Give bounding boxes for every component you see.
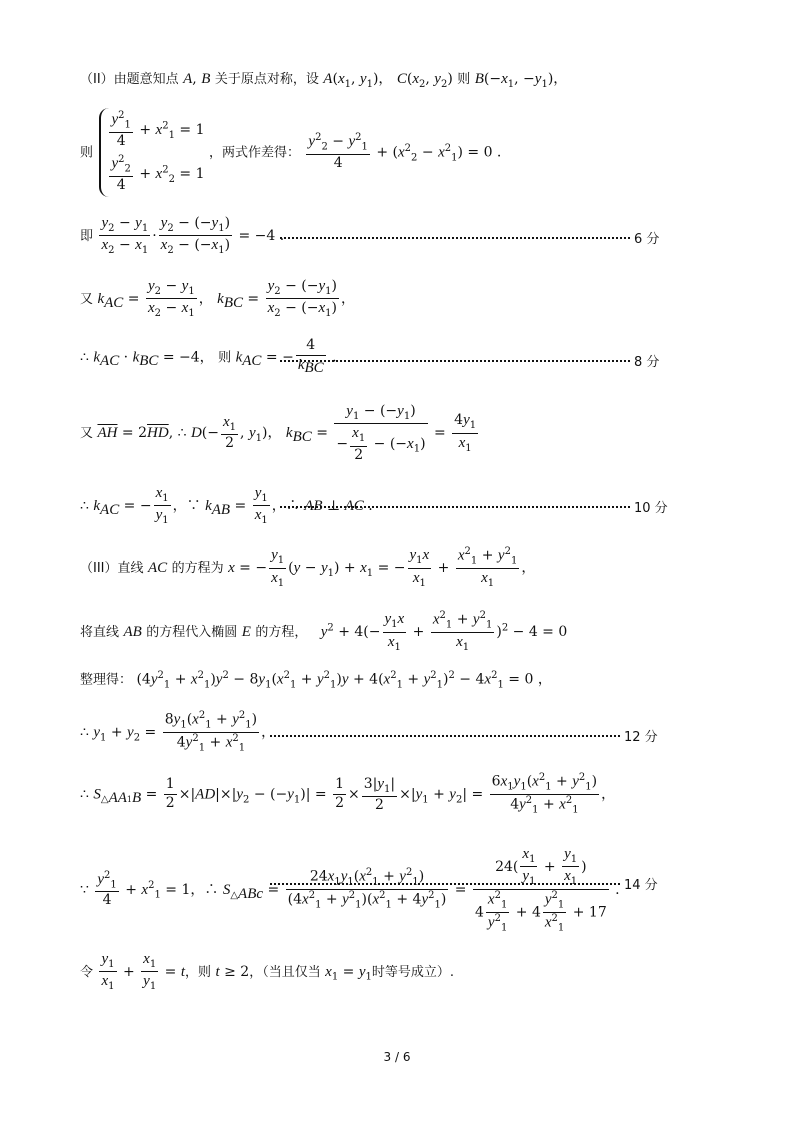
score-8: 8 分 (634, 351, 659, 370)
text-II-mid: 关于原点对称，设 (214, 72, 319, 87)
line-vector: 又 $\overline{AH} = 2\overline{HD}$, ∴ D(− $\frac{x_1}{2}$ , $y_1$)， $k_{BC}$ = $y_1 - (-y_1)$ − $\frac{x_1}{2}$ − $(-x_1)$ = $\frac{4y_1}{x_1}$ (80, 403, 477, 463)
line-III-intro: （III）直线 AC 的方程为 x = − $\frac{y_1}{x_1}$ $(y - y_1) + x_1$ = − $\frac{y_1x}{x_1}$ + $\frac{x^2_1 + y^2_1}{x_1}$ ， (80, 546, 536, 589)
text-III-mid: 的方程为 (171, 561, 224, 577)
text-sub-2: 的方程代入椭圆 (146, 625, 238, 641)
line-area: ∴ $S_{\triangle AA1B}$ = $\frac{1}{2}$ $\times|AD|\times|y_2 - (-y_1)|$ = $\frac{1}{2}$ × $\frac{3|y_1|}{2}$ $\times|y_1 + y_2|$ = $\frac{6x_1y_1(x^2_1 + y^2_1)}{4y^2_1 + x^2_1}$ ， (80, 772, 616, 816)
line-perpendicular: ∴ $k_{AC}$ = − $\frac{x_1}{y_1}$ ，∵ $k_{AB}$ = $\frac{y_1}{x_1}$ ，∴ AB ⊥ AC . (80, 485, 373, 527)
text-diff: ，两式作差得： (208, 145, 300, 161)
text-II-then: 则 (457, 72, 471, 87)
equation-system: $\frac{y^2_1}{4}$ + $x^2_1 = 1$ $\frac{y^2_2}{4}$ + $x^2_2 = 1$ (99, 108, 204, 197)
text-II-prefix: （II）由题意知点 (80, 72, 179, 87)
line-substitute: 将直线 AB 的方程代入椭圆 E 的方程， $y^2 + 4(-$ $\frac{y_1x}{x_1}$ + $\frac{x^2_1 + y^2_1}{x_1}$ )$^2$ − 4 = 0 (80, 610, 568, 653)
text-also: 又 (80, 291, 94, 307)
score-10: 10 分 (634, 497, 668, 516)
line-II-intro: （II）由题意知点 A, B 关于原点对称，设 $A(x_1$, $y_1$)， $C(x_2$, $y_2$) 则 $B(-x_1$, $-y_1$)， (80, 71, 568, 90)
line-ratio-product: 即 $\frac{y_2 - y_1}{x_2 - x_1}$ · $\frac{y_2 - (-y_1)}{x_2 - (-x_1)}$ = −4 . (80, 215, 285, 257)
line-system: 则 $\frac{y^2_1}{4}$ + $x^2_1 = 1$ $\frac{y^2_2}{4}$ + $x^2_2 = 1$ ，两式作差得： $\frac{y^2_2 - y^2_1}{4}$ + $(x^2_2 - x^2_1) = 0$ . (80, 108, 674, 197)
text-ling-tail: ，则 (185, 964, 212, 980)
line-slopes: 又 $k_{AC}$ = $\frac{y_2 - y_1}{x_2 - x_1}$ ， $k_{BC}$ = $\frac{y_2 - (-y_1)}{x_2 - (-x_1)}$ ， (80, 278, 356, 320)
text-ling-paren: ，（当且仅当 (249, 964, 321, 980)
text-ling-end: 时等号成立）. (371, 964, 455, 980)
text-sub-3: 的方程， (255, 625, 308, 641)
text-even: 即 (80, 228, 94, 244)
score-12: 12 分 (624, 726, 658, 745)
text-tidy: 整理得： (80, 672, 133, 688)
line-tidy: 整理得： $(4y^2_1 + x^2_1)y^2 - 8y_1(x^2_1 + y^2_1)y + 4(x^2_1 + y^2_1)^2 - 4x^2_1 = 0$ ， (80, 670, 552, 691)
line-substitution-t: 令 $\frac{y_1}{x_1}$ + $\frac{x_1}{y_1}$ = t，则 t ≥ 2，（当且仅当 $x_1 = y_1$时等号成立）. (80, 951, 455, 993)
line-sum: ∴ $y_1 + y_2$ = $\frac{8y_1(x^2_1 + y^2_1)}{4y^2_1 + x^2_1}$ ， (80, 710, 276, 754)
text-ling: 令 (80, 964, 94, 980)
score-14: 14 分 (624, 874, 658, 893)
line-kac: ∴ $k_{AC} \cdot k_{BC} = -4$， 则 $k_{AC}$ = − $\frac{4}{k_{BC}}$ . (80, 337, 337, 377)
line-area-2: ∵ $\frac{y^2_1}{4}$ + $x^2_1 = 1$，∴ $S_{\triangle ABc}$ = $\frac{24x_1y_1(x^2_1 + y^2_1)}{(4x^2_1 + y^2_1)(x^2_1 + 4y^2_1)}$ = 24( $\frac{x_1}{y_1}$ + $\frac{y_1}{x_1}$ ) 4 $\frac{x^2_1}{y^2_1}$ + 4 $\frac{y^2_1}{x^2_1}$ + 17 . (80, 846, 620, 933)
text-III-prefix: （III）直线 (80, 561, 144, 577)
text-then: 则 (80, 145, 94, 161)
text-sub-1: 将直线 (80, 625, 120, 641)
text-therefore: 则 (218, 350, 232, 366)
page-number: 3 / 6 (383, 1050, 411, 1064)
score-6: 6 分 (634, 228, 659, 247)
text-also-2: 又 (80, 426, 94, 442)
